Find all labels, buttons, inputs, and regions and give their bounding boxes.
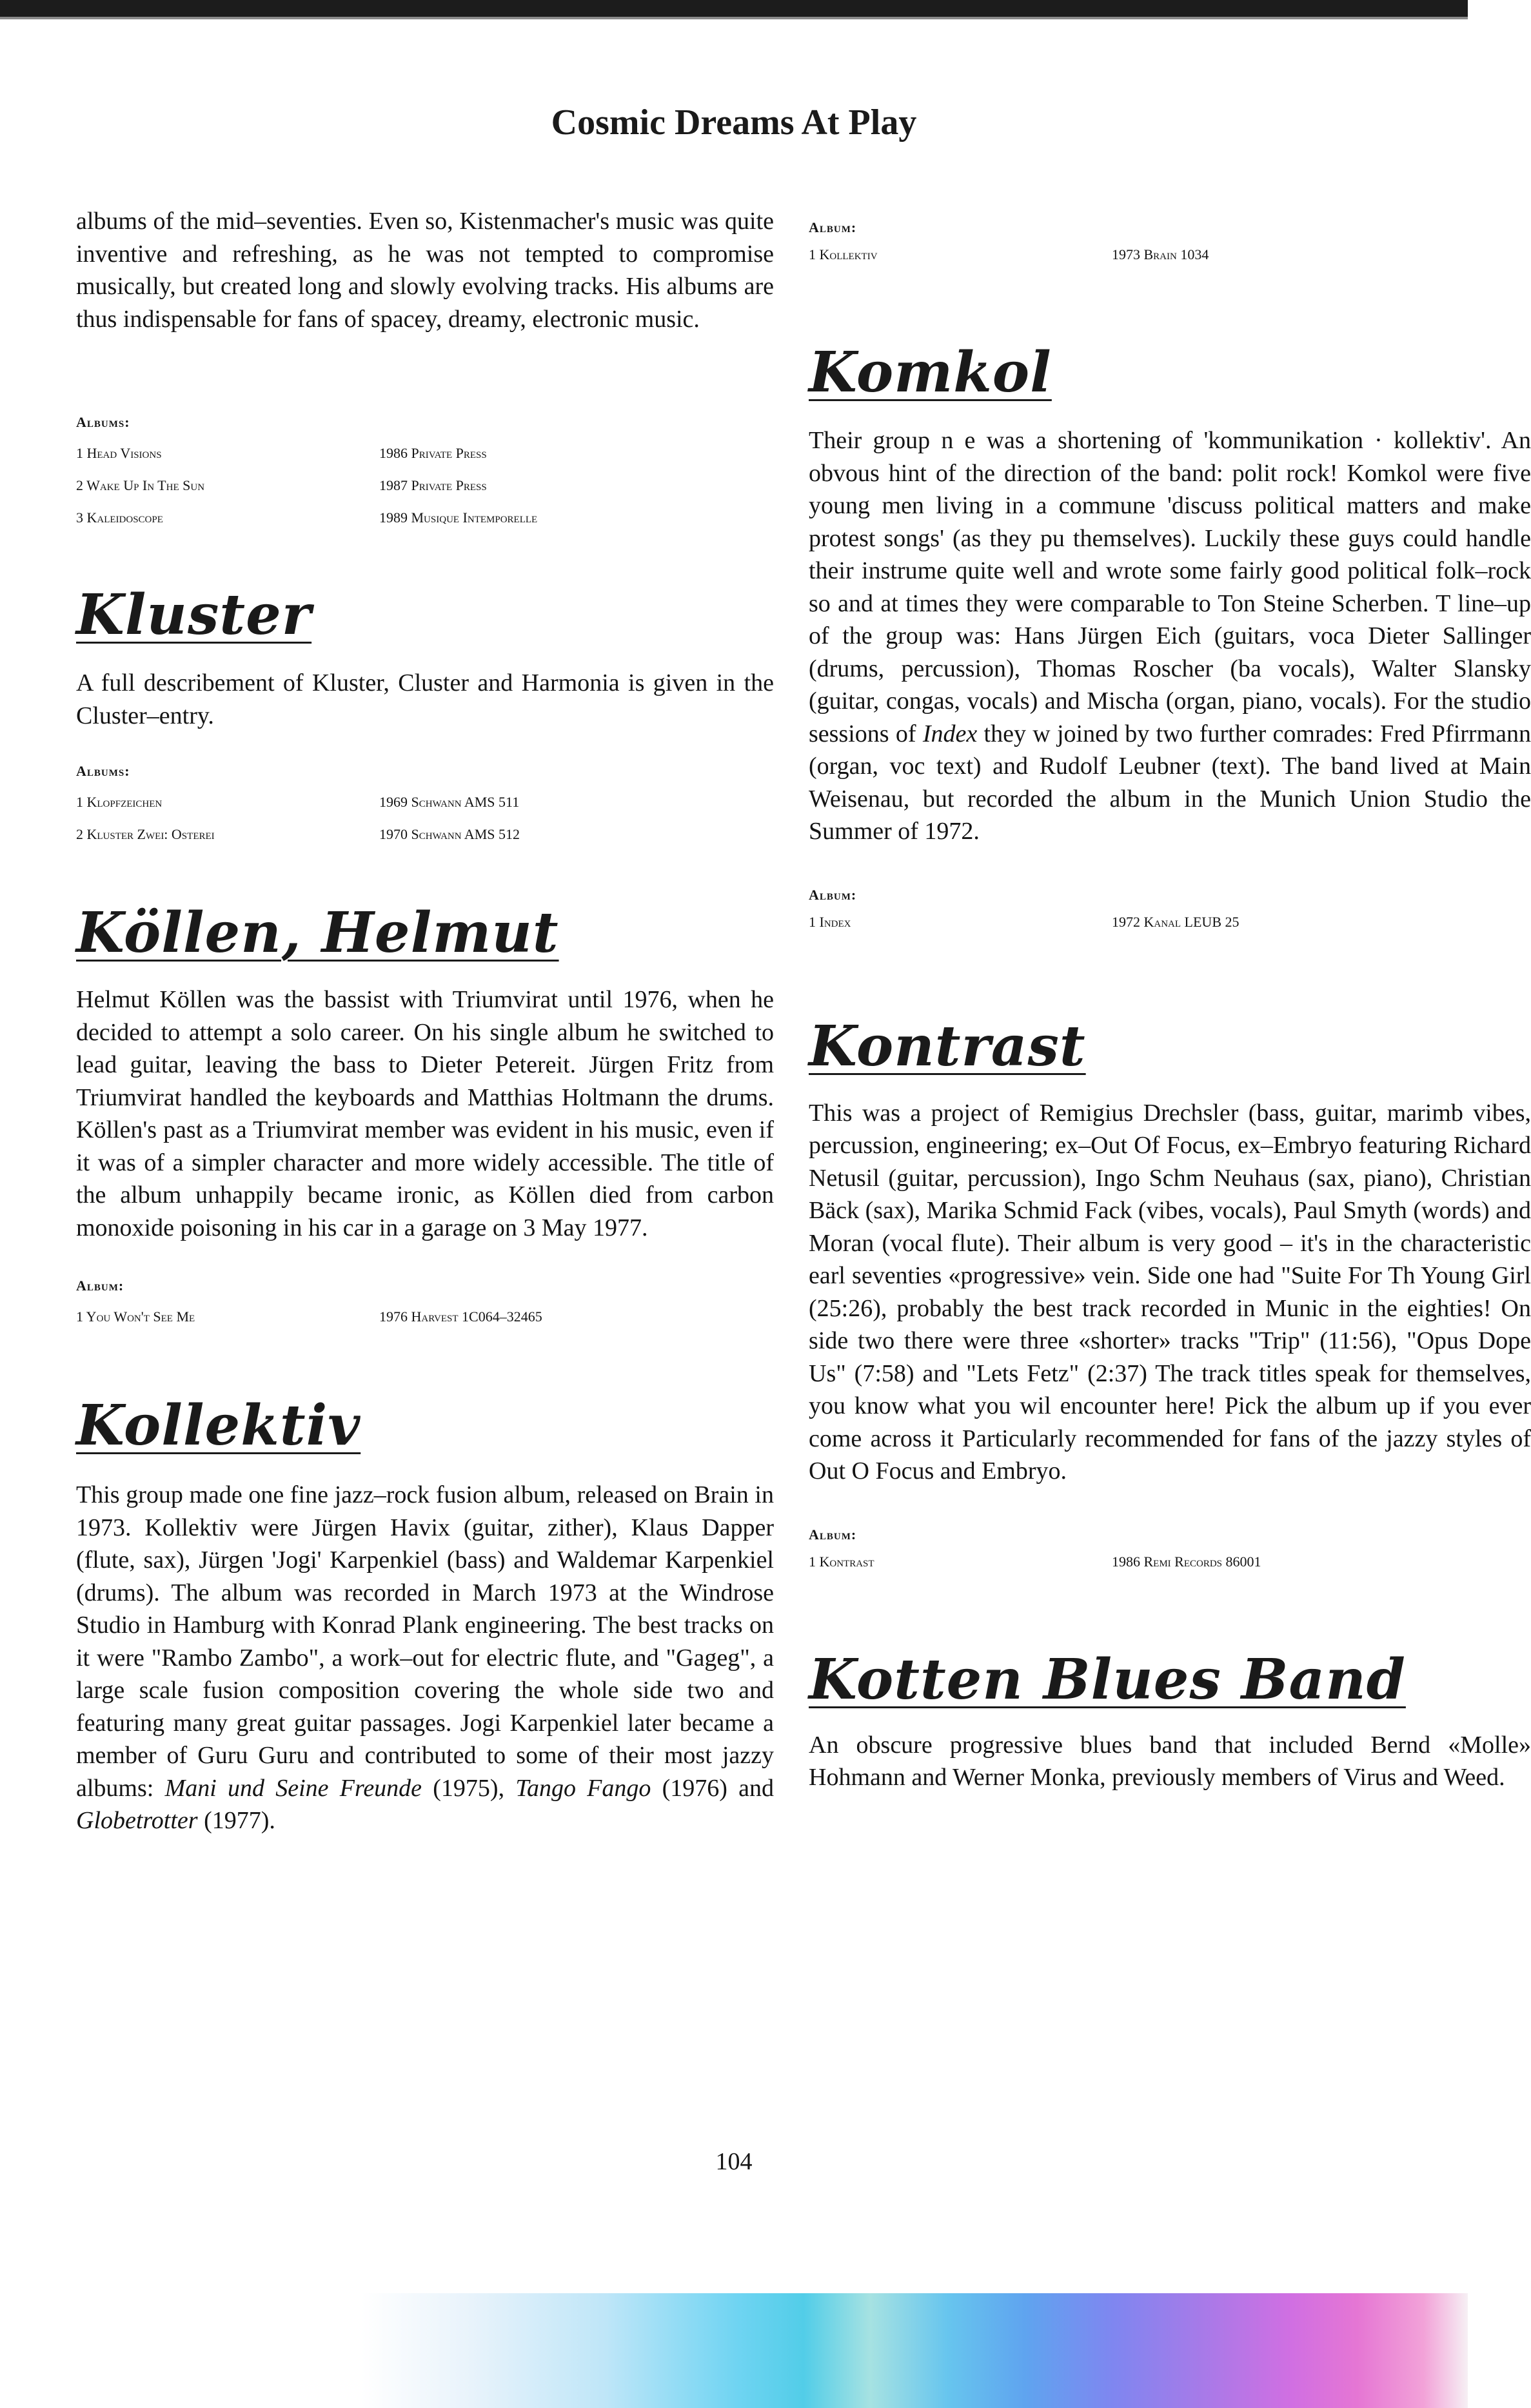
- left-column: [76, 205, 774, 1837]
- discography-row: [76, 437, 774, 469]
- page-header-title: Cosmic Dreams At Play: [551, 103, 917, 143]
- album-title: 1 You Won't See Me: [76, 1308, 195, 1325]
- right-column: [809, 219, 1531, 1794]
- discography-heading: Album:: [809, 219, 857, 235]
- entry-title-komkol: Komkol: [809, 340, 1052, 405]
- album-title: 1 Kontrast: [809, 1553, 874, 1570]
- entry-komkol: [809, 340, 1531, 938]
- album-title: 1 Index: [809, 913, 851, 930]
- kollektiv-discography: [809, 219, 1468, 271]
- scan-top-border: [0, 0, 1468, 17]
- discography-heading: Album:: [809, 886, 857, 903]
- page-number: 104: [715, 2148, 753, 2175]
- album-ref: Mani und Seine Freunde: [164, 1774, 422, 1802]
- komkol-body-cont: they w joined by two further comrades: Fred Pfirrmann (organ, voc text) and Rudolf Leubner (text). The band lived at Main Weisenau, but recorded the album in the Munich Union Studio the Summer of 1972.: [809, 720, 1531, 845]
- album-info: 1970 Schwann AMS 512: [379, 826, 520, 842]
- entry-title-kollen: Köllen, Helmut: [76, 900, 559, 965]
- scanner-color-strip: [361, 2293, 1468, 2408]
- kollektiv-body: This group made one fine jazz–rock fusion album, released on Brain in 1973. Kollektiv were Jürgen Havix (guitar, zither), Klaus Dapper (flute, sax), Jürgen 'Jogi' Karpenkiel (bass) and Waldemar Karpenkiel (drums). The album was recorded in March 1973 at the Windrose Studio in Hamburg with Konrad Plank engineering. The best tracks on it were "Rambo Zambo", a work–out for electric flute, and "Gageg", a large scale fusion composition covering the whole side two and featuring many great guitar passages. Jogi Karpenkiel later became a member of Guru Guru and contributed to some of their most jazzy albums:: [76, 1481, 774, 1802]
- entry-title-kluster: Kluster: [76, 582, 312, 647]
- album-title: 3 Kaleidoscope: [76, 509, 163, 526]
- album-info: 1972 Kanal LEUB 25: [1112, 913, 1240, 930]
- discography-row: [76, 818, 774, 851]
- entry-kluster: [76, 584, 774, 851]
- discography-row: [809, 1546, 1468, 1578]
- entry-kontrast: [809, 1013, 1531, 1578]
- album-info: 1986 Private Press: [379, 445, 487, 461]
- year-ref: (1976) and: [651, 1774, 775, 1802]
- entry-text-kollen: Helmut Köllen was the bassist with Triumvirat until 1976, when he decided to attempt a solo career. On his single album he switched to lead guitar, leaving the bass to Dieter Petereit. Jürgen Fritz from Triumvirat handled the keyboards and Matthias Holtmann the drums. Köllen's past as a Triumvirat member was evident in his music, even if it was of a simpler character and more widely accessible. The title of the album unhappily became ironic, as Köllen died from carbon monoxide poisoning in his car in a garage on 3 May 1977.: [76, 986, 774, 1241]
- entry-text-kluster: A full describement of Kluster, Cluster and Harmonia is given in the Cluster–entry.: [76, 669, 774, 729]
- discography-heading: Albums:: [76, 414, 130, 430]
- discography-row: [76, 786, 774, 818]
- album-info: 1969 Schwann AMS 511: [379, 794, 520, 810]
- entry-text-kollektiv: [76, 1479, 774, 1837]
- discography-heading: Album:: [76, 1278, 124, 1294]
- album-title: 2 Wake Up In The Sun: [76, 477, 205, 493]
- entry-title-kontrast: Kontrast: [809, 1013, 1086, 1079]
- album-info: 1973 Brain 1034: [1112, 246, 1209, 262]
- komkol-body: Their group n e was a shortening of 'kommunikation · kollektiv'. An obvous hint of the direction of the band: polit rock! Komkol were five young men living in a commune 'discuss political matters and make protest songs' (as they pu themselves). Luckily these guys could handle their instrume quite well and wrote some fairly good political folk–rock so and at times they were comparable to Ton Steine Scherben. T line–up of the group was: Hans Jürgen Eich (guitars, voca Dieter Sallinger (drums, percussion), Thomas Roscher (ba vocals), Walter Slansky (guitar, congas, vocals) and Mischa (organ, piano, vocals). For the studio sessions of: [809, 427, 1531, 747]
- scan-top-rule: [0, 17, 1468, 19]
- album-title: 1 Head Visions: [76, 445, 162, 461]
- album-ref: Tango Fango: [515, 1774, 651, 1802]
- discography-heading: Album:: [809, 1526, 857, 1543]
- entry-text-kotten: An obscure progressive blues band that included Bernd «Molle» Hohmann and Werner Monka, previously members of Virus and Weed.: [809, 1731, 1531, 1791]
- discography-row: [809, 239, 1468, 271]
- discography-row: [76, 469, 774, 502]
- album-ref: Globetrotter: [76, 1807, 198, 1834]
- entry-kollen: [76, 902, 774, 1333]
- album-title: 1 Klopfzeichen: [76, 794, 163, 810]
- entry-text-komkol: [809, 424, 1531, 848]
- album-title: 2 Kluster Zwei: Osterei: [76, 826, 215, 842]
- album-info: 1976 Harvest 1C064–32465: [379, 1308, 542, 1325]
- intro-paragraph: albums of the mid–seventies. Even so, Kistenmacher's music was quite inventive and refreshing, as he was not tempted to compromise musically, but created long and slowly evolving tracks. His albums are thus indispensable for fans of spacey, dreamy, electronic music.: [76, 208, 774, 333]
- discography-heading: Albums:: [76, 763, 130, 779]
- discography-row: [76, 502, 774, 534]
- entry-kotten-blues-band: [809, 1646, 1531, 1794]
- entry-text-kontrast: This was a project of Remigius Drechsler (bass, guitar, marimb vibes, percussion, engineering; ex–Out Of Focus, ex–Embryo featuring Richard Netusil (guitar, percussion), Ingo Schm Neuhaus (sax, piano), Christian Bäck (sax), Marika Schmid Fack (vibes, vocals), Paul Smyth (words) and Moran (vocal flute). Their album is very good – it's in the characteristic earl seventies «progressive» vein. Side one had "Suite For Th Young Girl (25:26), probably the best track recorded in Munic in the eighties! On side two there were three «shorter» tracks "Trip" (11:56), "Opus Dope Us" (7:58) and "Lets Fetz" (2:37) The track titles speak for themselves, you know what you wil encounter here! Pick the album up if you ever come across it Particularly recommended for fans of the jazzy styles of Out O Focus and Embryo.: [809, 1099, 1531, 1485]
- entry-kollektiv: [76, 1395, 774, 1837]
- album-ref: Index: [922, 720, 978, 747]
- album-info: 1986 Remi Records 86001: [1112, 1553, 1261, 1570]
- year-ref: (1975),: [422, 1774, 516, 1802]
- entry-title-kotten: Kotten Blues Band: [809, 1646, 1406, 1712]
- discography-row: [809, 906, 1468, 938]
- year-ref: (1977).: [197, 1807, 275, 1834]
- album-info: 1987 Private Press: [379, 477, 487, 493]
- album-title: 1 Kollektiv: [809, 246, 878, 262]
- entry-title-kollektiv: Kollektiv: [76, 1393, 361, 1458]
- discography-row: [76, 1301, 774, 1333]
- album-info: 1989 Musique Intemporelle: [379, 509, 538, 526]
- intro-discography: [76, 414, 774, 534]
